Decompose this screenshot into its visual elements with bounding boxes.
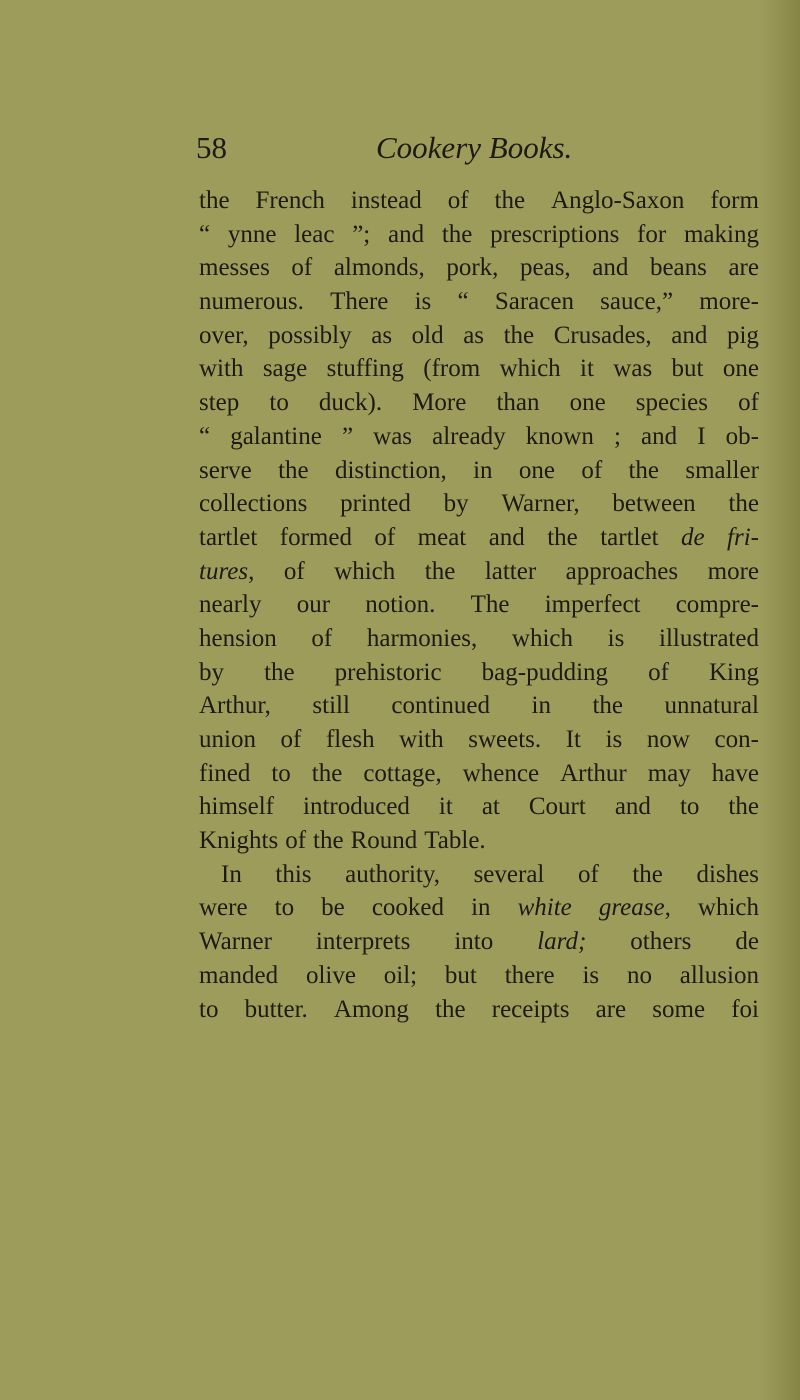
word: notion.: [365, 591, 436, 619]
word: collections: [199, 490, 308, 518]
word: form: [710, 187, 759, 214]
word: old: [411, 321, 444, 349]
word: at: [481, 793, 500, 821]
word: tartlet: [199, 523, 258, 551]
word: which: [334, 557, 396, 585]
word: the: [503, 321, 535, 349]
word: In: [221, 860, 242, 888]
word: continued: [391, 692, 491, 720]
word: the: [494, 187, 526, 214]
word: is: [414, 288, 432, 316]
word: pig: [726, 321, 759, 349]
text-line: [199, 790, 759, 824]
word: over,: [199, 321, 249, 349]
text-line: [199, 925, 759, 959]
word: I: [697, 422, 706, 450]
word: the: [199, 187, 230, 214]
word: with: [399, 726, 444, 753]
word: hension: [199, 624, 277, 652]
word: Arthur,: [199, 692, 271, 720]
word: into: [454, 928, 494, 956]
word: Arthur: [560, 759, 627, 787]
word: the: [313, 827, 344, 855]
word: one: [722, 355, 759, 383]
word: ”: [341, 422, 354, 450]
word: have: [711, 759, 759, 787]
word: Warner,: [501, 490, 580, 518]
word: some: [652, 995, 706, 1023]
word: manded: [199, 961, 279, 989]
word: Saracen: [494, 288, 574, 316]
word: (from: [423, 355, 481, 383]
word: to: [274, 894, 295, 922]
word: and: [640, 422, 678, 450]
body-text: [199, 184, 759, 1026]
word: formed: [279, 523, 352, 551]
word: of: [285, 827, 307, 855]
text-line: [199, 319, 759, 353]
word: more: [707, 557, 759, 585]
text-line: [199, 588, 759, 622]
text-line: [199, 352, 759, 386]
word: beans: [649, 254, 707, 282]
word: the: [628, 456, 660, 484]
word: leac: [294, 220, 335, 248]
word: and: [388, 220, 425, 248]
word: as: [371, 321, 393, 349]
word: but: [444, 961, 477, 989]
word: the: [547, 523, 578, 551]
word: “: [199, 220, 211, 248]
word: of: [648, 658, 669, 686]
word: was: [613, 355, 653, 383]
word: himself: [199, 793, 274, 821]
word: to: [271, 759, 291, 787]
word: of: [738, 389, 759, 417]
word: cooked: [371, 894, 445, 922]
word: foi: [731, 995, 759, 1023]
word: which: [697, 894, 759, 922]
word: there: [504, 961, 555, 989]
text-line: [199, 386, 759, 420]
word: tures,: [199, 557, 255, 585]
word: white: [517, 894, 572, 922]
word: oil;: [383, 961, 418, 989]
text-line: [199, 251, 759, 285]
word: Court: [528, 793, 586, 821]
word: one: [518, 456, 555, 484]
word: French: [255, 187, 325, 214]
page-number: 58: [196, 130, 227, 165]
word: already: [432, 422, 506, 450]
word: unnatural: [664, 692, 759, 720]
running-title: Cookery Books.: [376, 130, 573, 165]
word: latter: [484, 557, 537, 585]
word: of: [311, 624, 333, 652]
word: as: [463, 321, 485, 349]
word: sauce,”: [600, 288, 674, 316]
word: of: [581, 456, 603, 484]
word: are: [728, 254, 759, 282]
text-line: [199, 454, 759, 488]
word: “: [199, 422, 211, 450]
word: step: [199, 389, 240, 417]
word: the: [728, 490, 759, 518]
word: the: [441, 220, 473, 248]
word: distinction,: [334, 456, 447, 484]
word: sage: [262, 355, 308, 383]
word: lard;: [537, 928, 587, 956]
word: be: [321, 894, 345, 922]
word: of: [291, 254, 313, 282]
word: the: [632, 860, 663, 888]
word: of: [374, 523, 396, 551]
word: ynne: [227, 220, 277, 248]
text-line: [199, 757, 759, 791]
word: in: [471, 894, 491, 922]
text-line: [199, 184, 759, 218]
word: the: [435, 995, 466, 1023]
word: It: [565, 726, 581, 753]
word: it: [580, 355, 594, 383]
word: for: [637, 220, 667, 248]
word: and: [614, 793, 651, 821]
word: King: [708, 658, 759, 686]
word: between: [612, 490, 696, 518]
word: Among: [333, 995, 409, 1023]
word: Crusades,: [553, 321, 652, 349]
word: duck).: [318, 389, 383, 417]
text-line: [199, 555, 759, 589]
text-line: [199, 656, 759, 690]
word: was: [373, 422, 413, 450]
word: in: [473, 456, 493, 484]
word: of: [280, 726, 302, 753]
word: but: [671, 355, 704, 383]
text-line: [199, 285, 759, 319]
word: species: [635, 389, 708, 417]
word: messes: [199, 254, 270, 282]
word: of: [447, 187, 469, 214]
word: the: [311, 759, 343, 787]
word: galantine: [230, 422, 322, 450]
word: may: [647, 759, 691, 787]
word: now: [646, 726, 690, 753]
word: authority,: [345, 860, 440, 888]
word: receipts: [491, 995, 570, 1023]
page-header: [196, 128, 756, 168]
word: union: [199, 726, 256, 753]
word: smaller: [685, 456, 759, 484]
word: is: [605, 726, 623, 753]
word: imperfect: [544, 591, 641, 619]
word: fined: [199, 759, 251, 787]
word: stuffing: [326, 355, 404, 383]
word: were: [199, 894, 248, 922]
word: no: [626, 961, 652, 989]
word: grease,: [598, 894, 671, 922]
word: The: [470, 591, 510, 619]
word: numerous.: [199, 288, 304, 316]
word: still: [312, 692, 350, 720]
word: this: [275, 860, 312, 888]
word: in: [531, 692, 551, 720]
word: illustrated: [659, 624, 759, 652]
word: Table.: [424, 827, 486, 855]
text-line: [199, 959, 759, 993]
text-line: [199, 993, 759, 1027]
word: cottage,: [363, 759, 442, 787]
word: several: [473, 860, 545, 888]
word: it: [438, 793, 453, 821]
word: and: [592, 254, 629, 282]
word: to: [199, 995, 219, 1023]
word: con-: [714, 726, 759, 753]
word: to: [269, 389, 289, 417]
word: others: [630, 928, 692, 956]
text-line: [199, 689, 759, 723]
word: pork,: [446, 254, 499, 282]
word: known: [525, 422, 594, 450]
word: instead: [350, 187, 422, 214]
word: compre-: [675, 591, 759, 619]
word: are: [595, 995, 627, 1023]
word: the: [424, 557, 456, 585]
word: approaches: [565, 557, 679, 585]
word: is: [607, 624, 625, 652]
word: olive: [305, 961, 356, 989]
word: by: [443, 490, 469, 518]
word: dishes: [696, 860, 759, 888]
word: More: [412, 389, 467, 417]
text-line: [199, 824, 759, 858]
text-line: [199, 420, 759, 454]
word: de: [680, 523, 705, 551]
word: with: [199, 355, 244, 383]
word: printed: [340, 490, 411, 518]
text-line: [199, 487, 759, 521]
word: almonds,: [333, 254, 425, 282]
word: ob-: [725, 422, 759, 450]
word: more-: [699, 288, 759, 316]
word: making: [683, 220, 759, 248]
word: serve: [199, 456, 252, 484]
word: and: [671, 321, 708, 349]
word: introduced: [303, 793, 410, 821]
word: which: [499, 355, 561, 383]
word: the: [278, 456, 309, 484]
word: ”;: [352, 220, 371, 248]
text-line: [199, 723, 759, 757]
word: is: [582, 961, 600, 989]
word: fri-: [727, 523, 759, 551]
text-line: [199, 622, 759, 656]
text-line: [199, 858, 759, 892]
word: There: [330, 288, 389, 316]
word: allusion: [679, 961, 759, 989]
word: interprets: [315, 928, 411, 956]
text-line: [199, 218, 759, 252]
word: harmonies,: [366, 624, 478, 652]
word: prehistoric: [334, 658, 442, 686]
word: butter.: [244, 995, 308, 1023]
text-line: [199, 521, 759, 555]
word: peas,: [520, 254, 571, 282]
word: whence: [462, 759, 540, 787]
word: the: [264, 658, 295, 686]
word: prescriptions: [490, 220, 620, 248]
word: bag-pudding: [481, 658, 609, 686]
word: Warner: [199, 928, 272, 956]
word: Anglo-Saxon: [551, 187, 685, 214]
word: by: [199, 658, 224, 686]
word: the: [728, 793, 759, 821]
word: nearly: [199, 591, 262, 619]
word: which: [511, 624, 574, 652]
word: sweets.: [468, 726, 542, 753]
word: ;: [613, 422, 621, 450]
word: flesh: [325, 726, 375, 753]
word: the: [592, 692, 624, 720]
word: possibly: [268, 321, 352, 349]
word: and: [488, 523, 525, 551]
word: our: [296, 591, 331, 619]
word: de: [735, 928, 759, 956]
word: tartlet: [600, 523, 659, 551]
word: Round: [350, 827, 418, 855]
word: meat: [417, 523, 467, 551]
word: Knights: [199, 827, 279, 855]
word: to: [679, 793, 700, 821]
word: of: [283, 557, 305, 585]
text-line: [199, 891, 759, 925]
word: than: [496, 389, 540, 417]
word: one: [569, 389, 606, 417]
word: “: [457, 288, 469, 316]
word: of: [577, 860, 599, 888]
